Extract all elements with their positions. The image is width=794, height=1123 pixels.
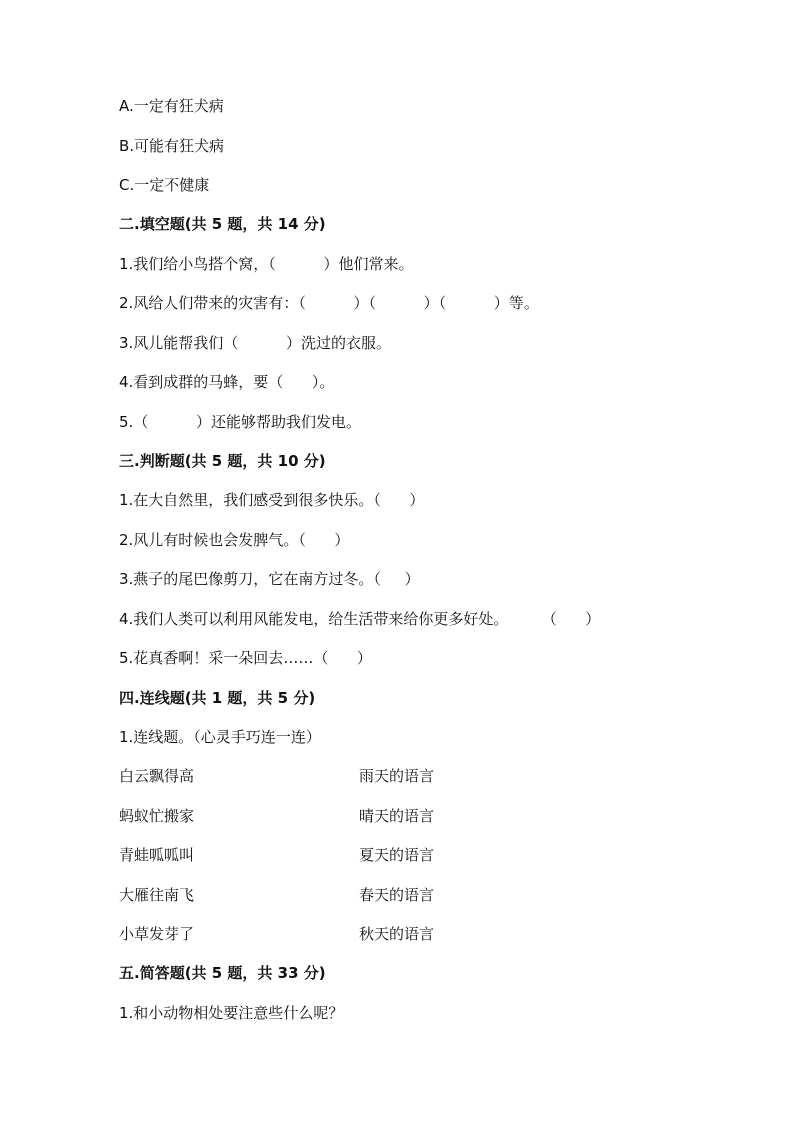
true-false-question-3: 3.燕子的尾巴像剪刀，它在南方过冬。（ ） bbox=[119, 570, 420, 588]
matching-right-item: 晴天的语言 bbox=[359, 807, 435, 825]
option-c: C.一定不健康 bbox=[119, 176, 210, 194]
true-false-question-5: 5.花真香啊！采一朵回去……（ ） bbox=[119, 649, 372, 667]
matching-right-item: 春天的语言 bbox=[359, 886, 435, 904]
matching-left-item: 小草发芽了 bbox=[119, 925, 195, 943]
true-false-question-1: 1.在大自然里，我们感受到很多快乐。（ ） bbox=[119, 491, 425, 509]
matching-left-item: 青蛙呱呱叫 bbox=[119, 846, 195, 864]
matching-left-item: 大雁往南飞 bbox=[119, 886, 195, 904]
section-heading-fill-blank: 二.填空题(共 5 题，共 14 分) bbox=[119, 215, 326, 233]
fill-blank-question-5: 5.（ ）还能够帮助我们发电。 bbox=[119, 413, 361, 431]
matching-right-item: 雨天的语言 bbox=[359, 767, 435, 785]
fill-blank-question-2: 2.风给人们带来的灾害有：（ ）（ ）（ ）等。 bbox=[119, 294, 539, 312]
fill-blank-question-4: 4.看到成群的马蜂，要（ ）。 bbox=[119, 373, 335, 391]
matching-right-item: 秋天的语言 bbox=[359, 925, 435, 943]
option-b: B.可能有狂犬病 bbox=[119, 137, 225, 155]
matching-question-1: 1.连线题。（心灵手巧连一连） bbox=[119, 728, 321, 746]
matching-right-item: 夏天的语言 bbox=[359, 846, 435, 864]
true-false-question-4: 4.我们人类可以利用风能发电，给生活带来给你更多好处。 （ ） bbox=[119, 610, 601, 628]
true-false-question-2: 2.风儿有时候也会发脾气。（ ） bbox=[119, 531, 350, 549]
fill-blank-question-1: 1.我们给小鸟搭个窝，（ ）他们常来。 bbox=[119, 255, 414, 273]
matching-left-item: 白云飘得高 bbox=[119, 767, 195, 785]
section-heading-true-false: 三.判断题(共 5 题，共 10 分) bbox=[119, 452, 326, 470]
section-heading-matching: 四.连线题(共 1 题，共 5 分) bbox=[119, 689, 316, 707]
short-answer-question-1: 1.和小动物相处要注意些什么呢？ bbox=[119, 1004, 344, 1022]
option-a: A.一定有狂犬病 bbox=[119, 97, 224, 115]
section-heading-short-answer: 五.简答题(共 5 题，共 33 分) bbox=[119, 964, 326, 982]
fill-blank-question-3: 3.风儿能帮我们（ ）洗过的衣服。 bbox=[119, 334, 391, 352]
matching-left-item: 蚂蚁忙搬家 bbox=[119, 807, 195, 825]
